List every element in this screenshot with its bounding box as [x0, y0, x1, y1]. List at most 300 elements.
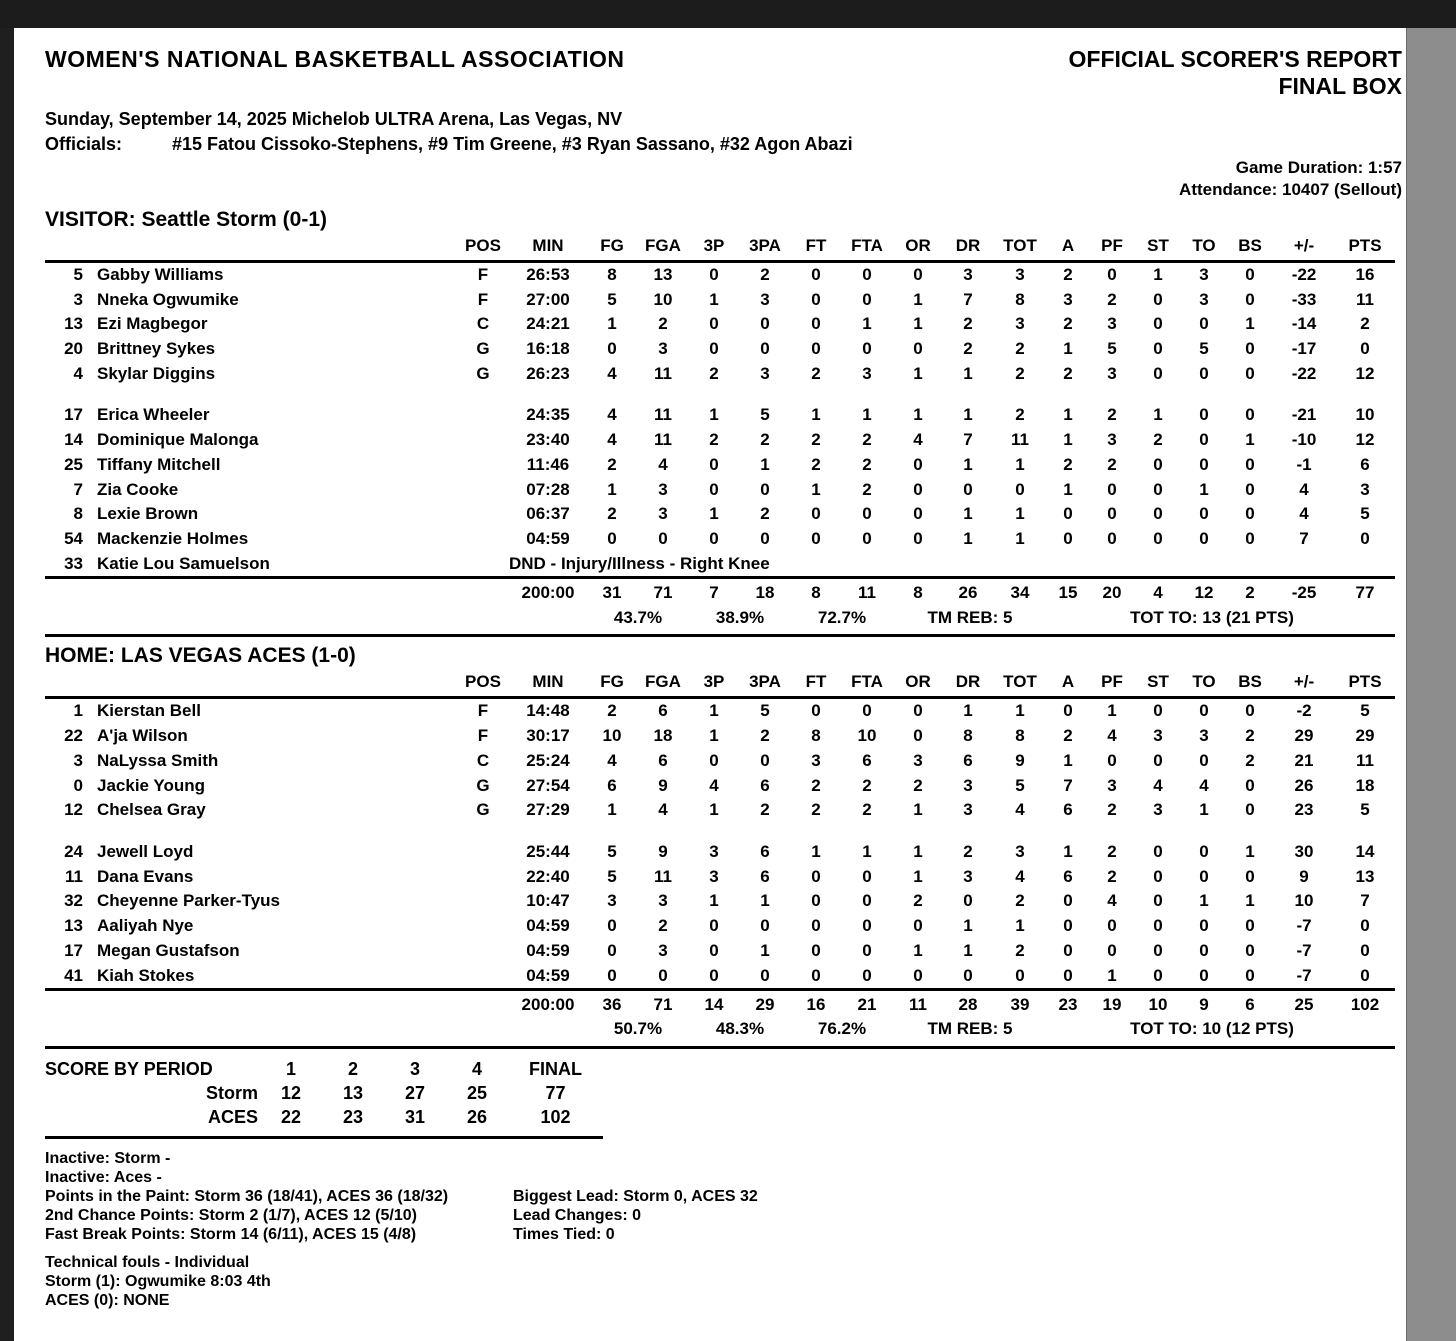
- stat-value: 0: [862, 264, 872, 284]
- position: [457, 502, 509, 527]
- stat-value: 1: [1015, 916, 1025, 936]
- stat-value: 6: [658, 750, 668, 770]
- stat-value: 1: [1063, 841, 1073, 861]
- attendance: Attendance: 10407 (Sellout): [1179, 180, 1402, 199]
- stat-value: 0: [1199, 529, 1209, 549]
- stat-value: 3: [1360, 479, 1370, 499]
- col-header: +/-: [1273, 234, 1335, 261]
- stat-value: 2: [760, 264, 770, 284]
- minutes: 26:53: [526, 264, 570, 284]
- stat-value: 1: [963, 940, 973, 960]
- position: [457, 552, 509, 578]
- stat-value: 30: [1294, 841, 1314, 861]
- stat-value: 0: [1107, 479, 1117, 499]
- total-stat: 25: [1273, 990, 1335, 1018]
- stat-value: 2: [811, 430, 821, 450]
- stat-value: 2: [1015, 891, 1025, 911]
- document-header: [45, 46, 1402, 100]
- col-header: 3P: [689, 234, 739, 261]
- jersey-number: 24: [64, 841, 83, 861]
- stat-value: 0: [1153, 504, 1163, 524]
- stat-value: 0: [1245, 701, 1255, 721]
- minutes: 25:44: [526, 841, 570, 861]
- col-header: BS: [1227, 670, 1273, 697]
- stat-value: 0: [1153, 454, 1163, 474]
- stat-value: 0: [1245, 866, 1255, 886]
- player-name: Kierstan Bell: [97, 701, 201, 721]
- col-header: PTS: [1335, 670, 1395, 697]
- pct-gap: [1047, 605, 1089, 635]
- total-minutes: 200:00: [509, 990, 587, 1018]
- stat-value: -1: [1296, 454, 1312, 474]
- player-name: Gabby Williams: [97, 264, 224, 284]
- stat-value: 10: [1294, 891, 1314, 911]
- stat-value: 5: [607, 866, 617, 886]
- stat-value: 1: [862, 405, 872, 425]
- stat-value: 7: [963, 430, 973, 450]
- stat-value: 0: [811, 504, 821, 524]
- stat-value: 0: [1153, 289, 1163, 309]
- total-stat: 18: [739, 578, 791, 606]
- col-header: FGA: [637, 670, 689, 697]
- col-header: FTA: [841, 234, 893, 261]
- stat-value: 0: [862, 529, 872, 549]
- stat-value: 0: [1199, 916, 1209, 936]
- stat-value: 3: [658, 891, 668, 911]
- pct-spacer: [45, 1017, 587, 1047]
- stat-value: 2: [1107, 454, 1117, 474]
- jersey-number: 14: [64, 430, 83, 450]
- technical-fouls-storm: Storm (1): Ogwumike 8:03 4th: [45, 1272, 271, 1290]
- stat-value: 0: [963, 965, 973, 985]
- stat-value: 0: [862, 504, 872, 524]
- stat-value: 2: [760, 726, 770, 746]
- jersey-number: 11: [65, 866, 83, 886]
- technical-fouls-title: Technical fouls - Individual: [45, 1253, 250, 1271]
- stat-value: 11: [654, 363, 672, 383]
- stat-value: 9: [1299, 866, 1309, 886]
- stat-value: 3: [1107, 775, 1117, 795]
- stat-value: 6: [963, 750, 973, 770]
- stat-value: 1: [913, 289, 923, 309]
- stat-value: 3: [1153, 800, 1163, 820]
- stat-value: 14: [1355, 841, 1375, 861]
- stat-row: [45, 1225, 1402, 1244]
- stat-value: -33: [1291, 289, 1317, 309]
- stat-value: -17: [1291, 339, 1317, 359]
- jersey-number: 25: [64, 454, 83, 474]
- stat-value: 0: [1245, 775, 1255, 795]
- stat-value: 4: [709, 775, 719, 795]
- position: G: [476, 339, 490, 359]
- stat-value: 1: [709, 405, 719, 425]
- position: [457, 840, 509, 865]
- col-header: +/-: [1273, 670, 1335, 697]
- stat-value: 4: [1299, 504, 1309, 524]
- report-subtitle: FINAL BOX: [1278, 73, 1402, 100]
- stat-value: 0: [1107, 750, 1117, 770]
- stat-value: 10: [602, 726, 622, 746]
- total-stat: 77: [1335, 578, 1395, 606]
- final-score: 77: [545, 1082, 566, 1103]
- player-row: [45, 261, 1395, 287]
- stat-value: 9: [1015, 750, 1025, 770]
- player-name: A'ja Wilson: [97, 726, 188, 746]
- jersey-number: 7: [73, 479, 83, 499]
- period-score: 12: [280, 1082, 302, 1103]
- stat-value: 6: [760, 841, 770, 861]
- player-row: [45, 963, 1395, 989]
- stat-value: 1: [811, 405, 821, 425]
- col-header: ST: [1135, 670, 1181, 697]
- stat-value: 1: [607, 800, 617, 820]
- stat-value: 0: [1245, 454, 1255, 474]
- jersey-number: 22: [64, 726, 83, 746]
- stat-value: 0: [1199, 314, 1209, 334]
- player-name: Tiffany Mitchell: [97, 454, 221, 474]
- stat-value: 2: [1015, 339, 1025, 359]
- stat-value: 6: [1360, 454, 1370, 474]
- total-stat: 36: [587, 990, 637, 1018]
- col-header: POS: [457, 234, 509, 261]
- player-name: Brittney Sykes: [97, 339, 216, 359]
- stat-value: 10: [653, 289, 673, 309]
- player-name: Mackenzie Holmes: [97, 529, 249, 549]
- stat-value: 18: [1355, 775, 1375, 795]
- stat-value: 1: [709, 289, 719, 309]
- player-name: Dominique Malonga: [97, 430, 259, 450]
- stat-value: 0: [862, 339, 872, 359]
- stat-value: 0: [1153, 866, 1163, 886]
- stat-value: 4: [1015, 866, 1025, 886]
- scorers-report-page: [14, 28, 1406, 1341]
- stat-value: 0: [607, 940, 617, 960]
- minutes: 04:59: [526, 916, 570, 936]
- stat-value: 0: [913, 479, 923, 499]
- stat-value: 0: [811, 866, 821, 886]
- position: F: [477, 701, 489, 721]
- stat-value: 0: [1063, 529, 1073, 549]
- total-stat: 39: [993, 990, 1047, 1018]
- stat-value: 13: [1355, 866, 1375, 886]
- minutes: 27:00: [526, 289, 570, 309]
- stat-value: 2: [1063, 726, 1073, 746]
- stat-value: 0: [607, 965, 617, 985]
- stat-value: 0: [1199, 841, 1209, 861]
- stat-value: 6: [862, 750, 872, 770]
- stat-value: 3: [963, 866, 973, 886]
- stat-value: 1: [1245, 430, 1255, 450]
- total-stat: 4: [1135, 578, 1181, 606]
- stat-value: 3: [658, 940, 668, 960]
- stat-value: -10: [1291, 430, 1317, 450]
- period-header: FINAL: [529, 1058, 582, 1079]
- scrollbar-track[interactable]: [1406, 28, 1456, 1341]
- stat-value: 4: [607, 750, 617, 770]
- stat-value: 0: [658, 529, 668, 549]
- total-stat: 102: [1335, 990, 1395, 1018]
- visitor-box-table: [45, 234, 1395, 638]
- stat-value: 2: [1107, 800, 1117, 820]
- player-name: Katie Lou Samuelson: [97, 553, 270, 573]
- stat-value: 3: [709, 841, 719, 861]
- minutes: 11:46: [526, 454, 570, 474]
- stat-value: 1: [1199, 479, 1209, 499]
- date-venue: Sunday, September 14, 2025 Michelob ULTRA Arena, Las Vegas, NV: [45, 109, 623, 130]
- game-duration: Game Duration: 1:57: [1235, 158, 1402, 178]
- stat-value: 0: [913, 701, 923, 721]
- stat-value: -21: [1291, 405, 1317, 425]
- stat-value: 2: [862, 454, 872, 474]
- stat-value: 0: [1199, 866, 1209, 886]
- total-stat: 26: [943, 578, 993, 606]
- stat-value: 0: [658, 965, 668, 985]
- player-name: Lexie Brown: [97, 504, 199, 524]
- stat-value: 0: [913, 504, 923, 524]
- stat-value: 1: [760, 454, 770, 474]
- player-row: [45, 724, 1395, 749]
- jersey-number: 1: [73, 701, 83, 721]
- stat-value: 0: [709, 965, 719, 985]
- stat-value: 11: [1356, 289, 1374, 309]
- col-header: POS: [457, 670, 509, 697]
- minutes: 10:47: [526, 891, 570, 911]
- position: [457, 889, 509, 914]
- stat-value: 18: [653, 726, 673, 746]
- player-name: Cheyenne Parker-Tyus: [97, 891, 280, 911]
- stat-value: 1: [1015, 529, 1025, 549]
- spacer-row: [45, 823, 1395, 840]
- stat-value: 0: [1063, 504, 1073, 524]
- stat-value: 0: [1199, 504, 1209, 524]
- jersey-number: 4: [73, 363, 83, 383]
- minutes: 07:28: [526, 479, 570, 499]
- stat-value: 0: [1107, 940, 1117, 960]
- stat-value: 3: [963, 800, 973, 820]
- stat-value: 3: [658, 479, 668, 499]
- visitor-team-title: VISITOR: Seattle Storm (0-1): [45, 207, 328, 231]
- stat-value: 2: [1107, 289, 1117, 309]
- stat-value: 0: [1153, 339, 1163, 359]
- total-stat: 23: [1047, 990, 1089, 1018]
- minutes: 30:17: [526, 726, 570, 746]
- stat-value: 0: [1360, 529, 1370, 549]
- col-header: A: [1047, 670, 1089, 697]
- home-box-table: [45, 670, 1395, 1049]
- total-minutes: 200:00: [509, 578, 587, 606]
- stat-value: 2: [1063, 314, 1073, 334]
- player-name: Dana Evans: [97, 866, 194, 886]
- team-name: ACES: [207, 1106, 258, 1127]
- total-stat: 71: [637, 990, 689, 1018]
- period-header: 4: [471, 1058, 482, 1079]
- col-header: DR: [943, 234, 993, 261]
- stat-value: 2: [811, 454, 821, 474]
- total-stat: 16: [791, 990, 841, 1018]
- jersey-number: 0: [73, 775, 83, 795]
- stat-value: 2: [1015, 940, 1025, 960]
- stat-value: 2: [1107, 405, 1117, 425]
- period-header: 1: [285, 1058, 296, 1079]
- total-stat: 9: [1181, 990, 1227, 1018]
- stat-value: 4: [1015, 800, 1025, 820]
- player-row: [45, 362, 1395, 387]
- stat-value: 4: [1299, 479, 1309, 499]
- stat-value: 1: [963, 363, 973, 383]
- period-score: 31: [404, 1106, 426, 1127]
- stat-value: 0: [862, 289, 872, 309]
- stat-value: 0: [1199, 701, 1209, 721]
- col-header: FG: [587, 234, 637, 261]
- jersey-number: 32: [64, 891, 83, 911]
- stat-value: 11: [654, 430, 672, 450]
- stat-value: 2: [1107, 866, 1117, 886]
- stat-value: 5: [1360, 800, 1370, 820]
- stat-value: 0: [1199, 750, 1209, 770]
- stat-value: 23: [1294, 800, 1314, 820]
- minutes: 24:21: [526, 314, 570, 334]
- stat-value: 1: [709, 891, 719, 911]
- stat-value: 8: [963, 726, 973, 746]
- stat-value: 2: [913, 775, 923, 795]
- stat-value: 0: [1063, 916, 1073, 936]
- stat-value: 2: [1245, 750, 1255, 770]
- stat-value: 3: [963, 264, 973, 284]
- stat-value: 1: [1063, 750, 1073, 770]
- stat-value: 0: [1107, 504, 1117, 524]
- stat-value: 2: [862, 800, 872, 820]
- player-name: Jackie Young: [97, 775, 206, 795]
- stat-value: 6: [607, 775, 617, 795]
- column-header-row: [45, 670, 1395, 697]
- jersey-number: 54: [64, 529, 83, 549]
- period-score: 22: [280, 1106, 302, 1127]
- stat-value: 1: [1245, 891, 1255, 911]
- stat-value: 2: [862, 775, 872, 795]
- stat-value: 5: [607, 841, 617, 861]
- stat-value: 0: [862, 891, 872, 911]
- stat-value: 3: [1107, 314, 1117, 334]
- jersey-number: 17: [64, 405, 83, 425]
- position: [457, 963, 509, 989]
- stat-value: -22: [1291, 363, 1317, 383]
- col-header: 3PA: [739, 670, 791, 697]
- stat-value: 0: [1153, 916, 1163, 936]
- team-turnovers: TOT TO: 13 (21 PTS): [1089, 605, 1335, 635]
- col-header: FT: [791, 234, 841, 261]
- stat-value: 11: [1011, 430, 1029, 450]
- minutes: 25:24: [526, 750, 570, 770]
- stat-value: 1: [1199, 891, 1209, 911]
- stat-value: 0: [811, 314, 821, 334]
- stat-value: 1: [862, 314, 872, 334]
- player-row: [45, 749, 1395, 774]
- stat-value: 0: [1063, 940, 1073, 960]
- stat-value: 0: [963, 891, 973, 911]
- minutes: 06:37: [526, 504, 570, 524]
- team-name: Storm: [205, 1082, 258, 1103]
- total-stat: 11: [893, 990, 943, 1018]
- stat-value: 2: [658, 916, 668, 936]
- second-chance-points: 2nd Chance Points: Storm 2 (1/7), ACES 12 (5/10): [45, 1206, 417, 1224]
- total-stat: 11: [841, 578, 893, 606]
- stat-value: 0: [1153, 529, 1163, 549]
- player-name: Zia Cooke: [97, 479, 179, 499]
- spacer-row: [45, 386, 1395, 403]
- jersey-number: 3: [73, 750, 83, 770]
- stat-value: 1: [1015, 504, 1025, 524]
- player-name: Megan Gustafson: [97, 940, 240, 960]
- inactive-storm: Inactive: Storm -: [45, 1149, 171, 1167]
- officials-label: Officials:: [45, 134, 123, 155]
- position: [457, 428, 509, 453]
- stat-value: 1: [963, 405, 973, 425]
- stat-value: 2: [709, 363, 719, 383]
- stat-value: 3: [1107, 363, 1117, 383]
- col-header: A: [1047, 234, 1089, 261]
- stat-value: 1: [709, 701, 719, 721]
- stat-value: 0: [913, 529, 923, 549]
- percentages-row: [45, 605, 1395, 635]
- stat-value: 2: [862, 430, 872, 450]
- jersey-number: 17: [64, 940, 83, 960]
- stat-value: 9: [658, 775, 668, 795]
- col-header: OR: [893, 670, 943, 697]
- col-header: 3PA: [739, 234, 791, 261]
- stat-value: 1: [1107, 965, 1117, 985]
- stat-value: 1: [913, 800, 923, 820]
- stat-value: 0: [1245, 405, 1255, 425]
- player-row: [45, 698, 1395, 724]
- stat-value: 7: [1063, 775, 1073, 795]
- player-col-header: [45, 234, 457, 261]
- stat-value: 3: [607, 891, 617, 911]
- stat-value: 2: [1153, 430, 1163, 450]
- stat-value: 0: [607, 339, 617, 359]
- total-stat: 34: [993, 578, 1047, 606]
- stat-value: 0: [1153, 891, 1163, 911]
- stat-value: 1: [913, 940, 923, 960]
- stat-value: 2: [760, 430, 770, 450]
- minutes: 24:35: [526, 405, 570, 425]
- stat-value: 1: [1063, 430, 1073, 450]
- player-row: [45, 502, 1395, 527]
- stat-value: 21: [1294, 750, 1314, 770]
- stat-value: 8: [607, 264, 617, 284]
- stat-value: 1: [913, 405, 923, 425]
- minutes: 16:18: [526, 339, 570, 359]
- stat-value: 0: [862, 965, 872, 985]
- ft-percentage: 76.2%: [791, 1017, 893, 1047]
- stat-value: 0: [1153, 701, 1163, 721]
- stat-value: 0: [1245, 264, 1255, 284]
- stat-value: 2: [963, 841, 973, 861]
- stat-value: 8: [1015, 726, 1025, 746]
- stat-value: 3: [1199, 726, 1209, 746]
- stat-value: 8: [1015, 289, 1025, 309]
- player-row: [45, 773, 1395, 798]
- stat-value: 1: [963, 916, 973, 936]
- period-score: 27: [404, 1082, 426, 1103]
- stat-value: 0: [1245, 289, 1255, 309]
- stat-value: 0: [1245, 363, 1255, 383]
- team-turnovers: TOT TO: 10 (12 PTS): [1089, 1017, 1335, 1047]
- minutes: 04:59: [526, 940, 570, 960]
- stat-value: 2: [760, 800, 770, 820]
- stat-value: 0: [1360, 965, 1370, 985]
- stat-value: 0: [1199, 363, 1209, 383]
- stat-value: 1: [1063, 339, 1073, 359]
